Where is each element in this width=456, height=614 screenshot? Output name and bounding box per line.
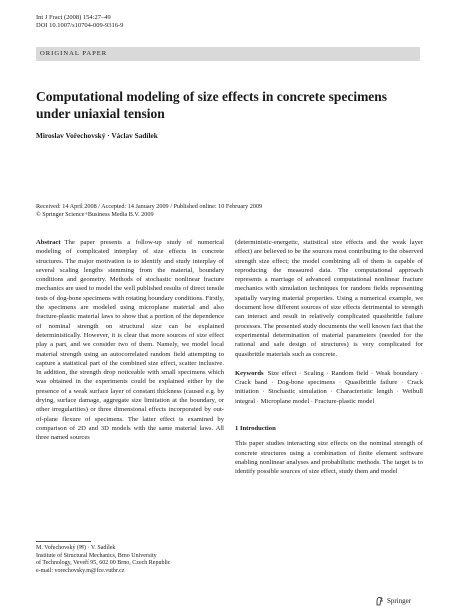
footnote-divider (36, 541, 91, 542)
journal-citation: Int J Fract (2008) 154:27–49 (36, 14, 111, 21)
article-type-banner: ORIGINAL PAPER (36, 47, 420, 61)
keywords-heading: Keywords (235, 369, 264, 377)
keywords-block (235, 369, 423, 406)
introduction-text: This paper studies interacting size effects on the nominal strength of concrete structures using a combination of finite element software enabling nonlinear analyses and probabilistic methods. The target is to identify possible sources of size effect, study them and model (235, 440, 423, 476)
abstract-continuation: (deterministic-energetic, statistical size effects and the weak layer effect) are believed to be the sources most contributing to the observed strength size effect; the model combining all of them is capable of reproducing the measured data. The computational approach represents a marriage of advanced computational nonlinear fracture mechanics with simulation techniques for random fields representing spatially varying material properties. Using a numerical example, we document how different sources of size effects detrimental to strength can interact and result in relatively complicated quasibrittle failure processes. The presented study documents the well known fact that the experimental determination of material parameters (needed for the rational and safe design of structures) is very complicated for quasibrittle materials such as concrete. (235, 239, 423, 358)
author-affiliation (36, 545, 226, 576)
affiliation-address: of Technology, Veveří 95, 602 00 Brno, Czech Republic (36, 560, 171, 567)
author-list: Miroslav Vořechovský · Václav Sadílek (36, 131, 158, 140)
keywords-text: Size effect · Scaling · Random field · Weak boundary · Crack band · Dog-bone specimens · Quasibrittle failure · Crack initiation · Stochastic simulation · Characteristic length · Weibull integral · Microplane model · Fracture-plastic model (235, 369, 423, 405)
introduction-heading: 1 Introduction (235, 425, 276, 433)
paper-title: Computational modeling of size effects in concrete specimens under uniaxial tension (36, 89, 388, 121)
springer-horse-icon (375, 596, 384, 606)
affiliation-names: M. Vořechovský (✉) · V. Sadílek (36, 545, 116, 551)
doi[interactable]: DOI 10.1007/s10704-009-9316-9 (36, 22, 124, 29)
publisher-logo (375, 596, 411, 606)
abstract-heading: Abstract (36, 239, 61, 246)
right-column (235, 238, 423, 477)
publication-history (36, 203, 262, 220)
publisher-name: Springer (387, 597, 412, 605)
copyright-line: © Springer Science+Business Media B.V. 2009 (36, 211, 154, 219)
received-accepted-dates: Received: 14 April 2008 / Accepted: 14 January 2009 / Published online: 10 February 2009 (36, 203, 263, 210)
journal-reference (36, 14, 123, 30)
abstract-column-left (36, 238, 224, 538)
abstract-text: The paper presents a follow-up study of numerical modeling of complicated interplay of size effects in concrete structures. The major motivation is to identify and study interplay of several scaling lengths stemming from the material, boundary conditions and geometry. Methods of stochastic nonlinear fracture mechanics are used to model the well published results of direct tensile tests of dog-bone specimens with rotating boundary conditions. Firstly, the specimens are modeled using microplane material and also fracture-plastic material laws to show that a portion of the dependence of nominal strength on structural size can be explained deterministically. However, it is clear that more sources of size effect play a part, and we consider two of them. Namely, we model local material strength using an autocorrelated random field attempting to capture a statistical part of the combined size effect, scatter inclusive. In addition, the strength drop noticeable with small specimens which was obtained in the experiments could be explained either by the presence of a weak surface layer of constant thickness (caused e.g. by drying, surface damage, aggregate size limitation at the boundary, or other irregularities) or three dimensional effects incorporated by out-of-plane flexure of specimens. The latter effect is examined by comparison of 2D and 3D models with the same material laws. All three named sources (36, 239, 224, 442)
affiliation-institute: Institute of Structural Mechanics, Brno University (36, 552, 157, 559)
affiliation-email[interactable]: e-mail: vorechovsky.m@fce.vutbr.cz (36, 568, 125, 575)
